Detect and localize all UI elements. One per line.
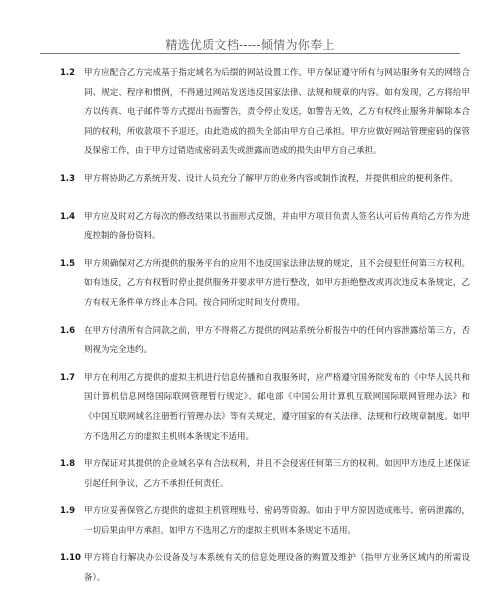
clause-text: 甲方在利用乙方提供的虚拟主机进行信息传播和自我服务时，应严格遵守国务院发布的《中华人民共和国计算机信息网络国际联网管理暂行规定》、邮电部《中国公用计算机互联网国际联网管理办法》和《中国互联网域名注册暂行管理办法》等有关规定，遵守国家的有关法律、法规和行政规章制度。如甲方不选用乙方的虚拟主机则本条规定不适用。 [84, 372, 470, 442]
clause-text: 甲方须确保对乙方所提供的服务平台的应用不违反国家法律法规的规定，且不会侵犯任何第三方权利。如有违反，乙方有权暂时停止提供服务并要求甲方进行整改，如甲方拒绝整改或再次违反本条规定，乙方有权无条件单方终止本合同。按合同所定时间支付费用。 [84, 258, 470, 308]
clause-number: 1.4 [60, 211, 76, 222]
clause-text: 甲方将协助乙方系统开发、设计人员充分了解甲方的业务内容或制作流程，并提供相应的便利条件。 [84, 173, 459, 184]
clause-1-9 [0, 502, 500, 541]
clause-number: 1.3 [60, 173, 76, 184]
clause-number: 1.6 [60, 325, 76, 336]
clause-1-8 [0, 455, 500, 494]
header-divider [40, 53, 460, 54]
page-header: 精选优质文档-----倾情为你奉上 [165, 38, 335, 52]
clause-text: 甲方保证对其提供的企业域名享有合法权利，并且不会侵害任何第三方的权利。如因甲方违反上述保证引起任何争议，乙方不承担任何责任。 [84, 459, 470, 489]
clause-number: 1.8 [60, 459, 76, 470]
clause-number: 1.9 [60, 506, 76, 517]
clause-1-2 [0, 64, 500, 162]
clause-number: 1.10 [60, 553, 81, 564]
clause-1-3 [0, 170, 500, 190]
clause-1-10 [0, 549, 500, 588]
clause-number: 1.7 [60, 372, 76, 383]
clause-text: 甲方应配合乙方完成基于指定域名为后缀的网站设置工作。甲方保证遵守所有与网站服务有关的网络合同、规定、程序和惯例，不得通过网站发送违反国家法律、法规和规章的内容。如有发现，乙方将给甲方以传真、电子邮件等方式提出书面警告，责令停止发送，如警告无效，乙方有权终止服务并解除本合同的权利，所收款项不予退还，由此造成的损失全部由甲方自己承担。甲方应做好网站管理密码的保管及保密工作，由于甲方过错造成密码丢失或泄露而造成的损失由甲方自己承担。 [84, 68, 470, 157]
clause-text: 甲方将自行解决办公设备及与本系统有关的信息处理设备的购置及维护（指甲方业务区域内的所需设备）。 [84, 553, 470, 584]
clause-1-5 [0, 255, 500, 314]
clause-number: 1.2 [60, 68, 76, 78]
clause-1-4 [0, 208, 500, 247]
clause-list [0, 64, 500, 589]
clause-text: 在甲方付清所有合同款之前，甲方不得将乙方提供的网站系统分析报告中的任何内容泄露给第三方，否则视为完全违约。 [84, 325, 470, 356]
clause-1-6 [0, 322, 500, 361]
clause-number: 1.5 [60, 258, 76, 269]
clause-text: 甲方应妥善保管乙方提供的虚拟主机管理账号、密码等资源。如由于甲方原因造成账号、密码泄露的，一切后果由甲方承担。如甲方不选用乙方的虚拟主机则本条规定不适用。 [84, 506, 470, 536]
clause-1-7 [0, 369, 500, 447]
clause-text: 甲方应及时对乙方每次的修改结果以书面形式反馈，并由甲方项目负责人签名认可后传真给乙方作为进度控制的备份资料。 [84, 211, 470, 242]
